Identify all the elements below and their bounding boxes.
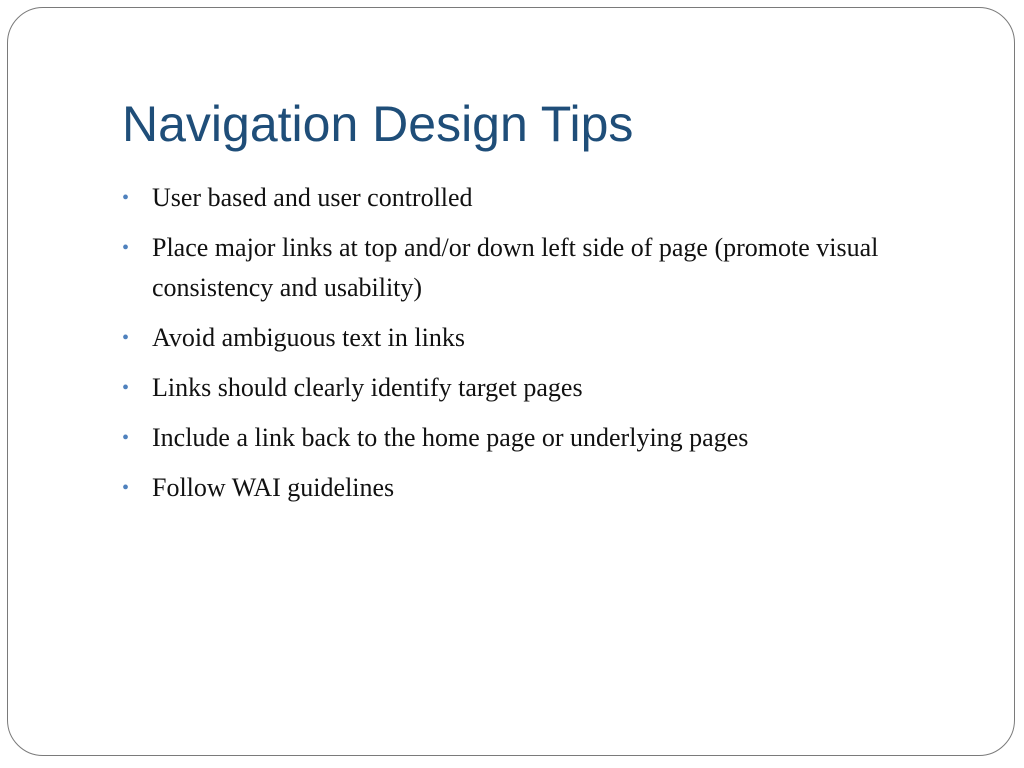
bullet-text: Avoid ambiguous text in links	[152, 323, 465, 352]
list-item	[122, 468, 952, 508]
bullet-icon: •	[122, 427, 130, 449]
list-item	[122, 228, 952, 308]
bullet-text: Include a link back to the home page or underlying pages	[152, 423, 749, 452]
list-item	[122, 418, 952, 458]
list-item	[122, 368, 952, 408]
slide-frame	[7, 7, 1015, 756]
list-item	[122, 318, 952, 358]
list-item	[122, 178, 952, 218]
bullet-list	[122, 178, 952, 518]
bullet-icon: •	[122, 327, 130, 349]
bullet-text: User based and user controlled	[152, 183, 473, 212]
bullet-icon: •	[122, 477, 130, 499]
bullet-icon: •	[122, 187, 130, 209]
bullet-text: Place major links at top and/or down left side of page (promote visual consistency and usability)	[152, 233, 879, 302]
bullet-icon: •	[122, 237, 130, 259]
slide-title: Navigation Design Tips	[122, 96, 634, 152]
bullet-icon: •	[122, 377, 130, 399]
bullet-text: Links should clearly identify target pages	[152, 373, 583, 402]
bullet-text: Follow WAI guidelines	[152, 473, 395, 502]
